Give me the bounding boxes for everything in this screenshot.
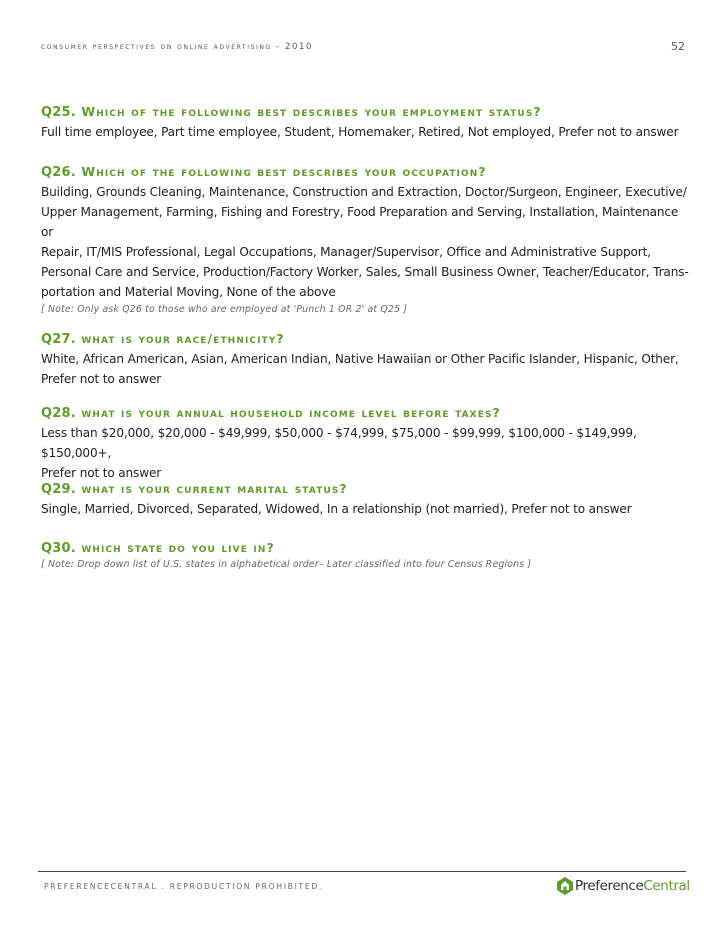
- answer-line: Repair, IT/MIS Professional, Legal Occupations, Manager/Supervisor, Office and Administrative Support,: [41, 245, 651, 259]
- question-text: what is your annual household income level before taxes?: [81, 405, 501, 420]
- answer-line: Prefer not to answer: [41, 372, 162, 386]
- page-header: [41, 40, 685, 56]
- question-number: Q26.: [41, 165, 76, 180]
- answer-options: [41, 349, 679, 389]
- preferencecentral-logo: [557, 876, 690, 898]
- question-q25: [41, 103, 678, 142]
- question-number: Q25.: [41, 105, 76, 120]
- question-heading: [41, 163, 691, 182]
- question-note: [ Note: Drop down list of U.S. states in alphabetical order– Later classified into four Census Regions ]: [41, 559, 532, 570]
- answer-options: [41, 423, 691, 483]
- question-note: [ Note: Only ask Q26 to those who are employed at 'Punch 1 OR 2' at Q25 ]: [41, 304, 408, 315]
- logo-mark-icon: [557, 877, 573, 895]
- logo-wordmark-part2: Central: [643, 878, 690, 894]
- page-number: 52: [671, 40, 685, 53]
- document-title: consumer perspectives on online advertising - 2010: [41, 42, 313, 52]
- question-q27: [41, 330, 679, 389]
- answer-options: Full time employee, Part time employee, Student, Homemaker, Retired, Not employed, Prefer not to answer: [41, 125, 679, 139]
- footer-copyright: PREFERENCECENTRAL . REPRODUCTION PROHIBITED.: [44, 882, 324, 891]
- answer-line: portation and Material Moving, None of the above: [41, 285, 336, 299]
- answer-options: Single, Married, Divorced, Separated, Widowed, In a relationship (not married), Prefer not to answer: [41, 502, 632, 516]
- question-q28: [41, 404, 691, 483]
- logo-wordmark: [575, 878, 690, 894]
- question-number: Q28.: [41, 406, 76, 421]
- footer-divider: [38, 871, 686, 872]
- question-heading: [41, 539, 531, 558]
- answer-line: White, African American, Asian, American Indian, Native Hawaiian or Other Pacific Islander, Hispanic, Other,: [41, 352, 679, 366]
- question-heading: [41, 330, 679, 349]
- question-heading: [41, 480, 631, 499]
- answer-line: Upper Management, Farming, Fishing and Forestry, Food Preparation and Serving, Installation, Maintenance or: [41, 205, 679, 239]
- logo-wordmark-part1: Preference: [575, 878, 644, 894]
- answer-line: Less than $20,000, $20,000 - $49,999, $50,000 - $74,999, $75,000 - $99,999, $100,000 - $149,999, $150,000+,: [41, 426, 637, 460]
- question-q26-note: [41, 303, 407, 317]
- question-text: what is your race/ethnicity?: [81, 331, 285, 346]
- question-text: what is your current marital status?: [81, 481, 348, 496]
- answer-line: Prefer not to answer: [41, 466, 162, 480]
- question-q26: [41, 163, 691, 302]
- question-q30: [41, 539, 531, 572]
- question-number: Q29.: [41, 482, 76, 497]
- answer-line: Building, Grounds Cleaning, Maintenance, Construction and Extraction, Doctor/Surgeon, Engineer, Executive/: [41, 185, 687, 199]
- question-text: which state do you live in?: [81, 540, 275, 555]
- question-number: Q27.: [41, 332, 76, 347]
- question-text: Which of the following best describes your occupation?: [81, 164, 487, 179]
- question-text: Which of the following best describes your employment status?: [81, 104, 542, 119]
- question-heading: [41, 404, 691, 423]
- answer-options: [41, 182, 691, 302]
- question-q29: [41, 480, 631, 519]
- question-heading: [41, 103, 678, 122]
- question-number: Q30.: [41, 541, 76, 556]
- answer-line: Personal Care and Service, Production/Factory Worker, Sales, Small Business Owner, Teacher/Educator, Trans-: [41, 265, 689, 279]
